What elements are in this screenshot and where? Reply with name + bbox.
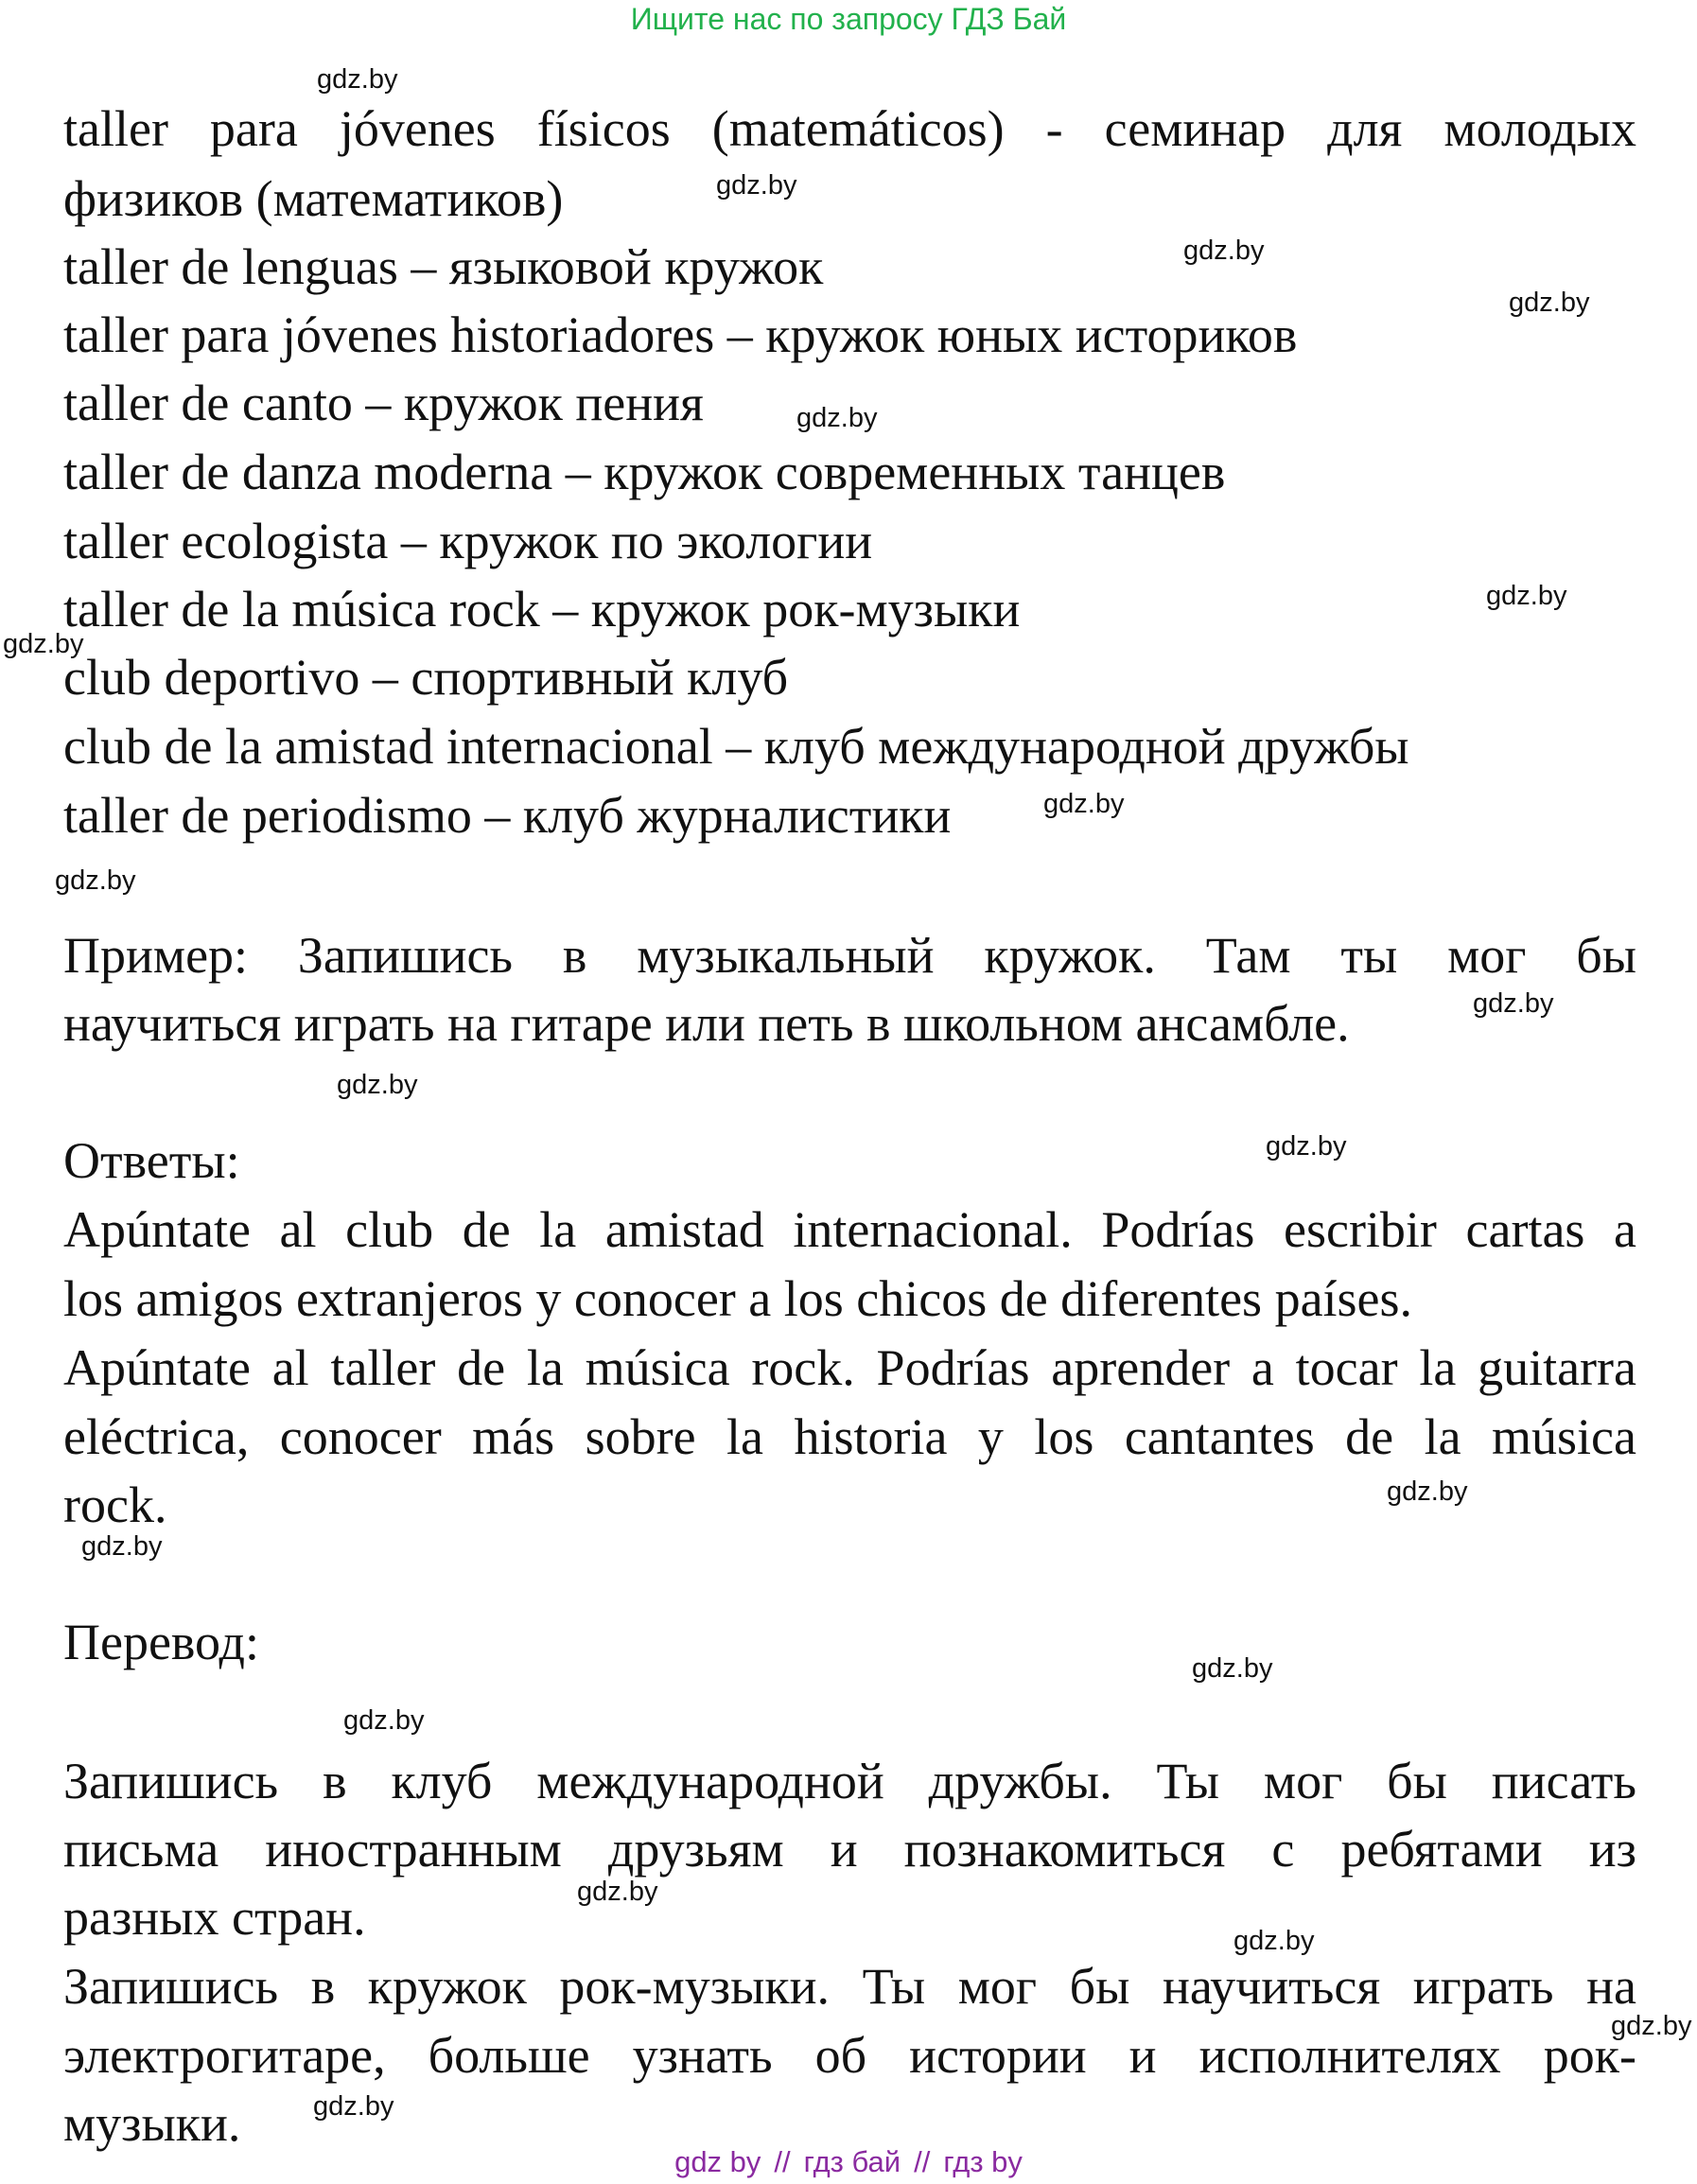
vocab-line: taller ecologista – кружок по экологии bbox=[63, 513, 873, 569]
answer-line: Apúntate al club de la amistad internacional. Podrías escribir cartas a bbox=[63, 1201, 1636, 1258]
watermark: gdz.by bbox=[1486, 581, 1567, 611]
answers-heading: Ответы: bbox=[63, 1132, 240, 1189]
footer-separator: // bbox=[914, 2145, 931, 2178]
translation-line: письма иностранным друзьям и познакомиться с ребятами из bbox=[63, 1821, 1636, 1878]
search-hint-link[interactable]: Ищите нас по запросу ГДЗ Бай bbox=[630, 2, 1067, 36]
watermark: gdz.by bbox=[81, 1531, 163, 1562]
watermark: gdz.by bbox=[1233, 1926, 1315, 1956]
vocab-line: taller de canto – кружок пения bbox=[63, 375, 704, 431]
watermark: gdz.by bbox=[716, 170, 797, 201]
watermark: gdz.by bbox=[1611, 2011, 1692, 2041]
vocab-line: club deportivo – спортивный клуб bbox=[63, 649, 789, 706]
footer-separator: // bbox=[774, 2145, 791, 2178]
watermark: gdz.by bbox=[3, 629, 84, 659]
translation-line: музыки. bbox=[63, 2095, 241, 2152]
vocab-line: taller de danza moderna – кружок современных танцев bbox=[63, 444, 1226, 500]
watermark: gdz.by bbox=[317, 64, 398, 95]
vocab-line: club de la amistad internacional – клуб международной дружбы bbox=[63, 718, 1409, 775]
translation-line: Запишись в клуб международной дружбы. Ты мог бы писать bbox=[63, 1753, 1636, 1809]
watermark: gdz.by bbox=[343, 1705, 425, 1736]
answer-line: rock. bbox=[63, 1476, 167, 1533]
watermark: gdz.by bbox=[1387, 1476, 1468, 1507]
watermark: gdz.by bbox=[577, 1877, 658, 1907]
vocab-line: taller para jóvenes historiadores – кружок юных историков bbox=[63, 306, 1298, 363]
watermark: gdz.by bbox=[313, 2091, 394, 2122]
footer-link-gdz-by-ru[interactable]: гдз by bbox=[943, 2145, 1023, 2178]
watermark: gdz.by bbox=[1509, 288, 1590, 318]
watermark: gdz.by bbox=[796, 403, 878, 433]
footer-link-gdz-by[interactable]: gdz by bbox=[674, 2145, 761, 2178]
vocab-line: taller de la música rock – кружок рок-музыки bbox=[63, 581, 1021, 638]
vocab-line: taller de periodismo – клуб журналистики bbox=[63, 787, 952, 844]
vocab-line: физиков (математиков) bbox=[63, 170, 564, 227]
answer-line: los amigos extranjeros y conocer a los chicos de diferentes países. bbox=[63, 1270, 1413, 1327]
watermark: gdz.by bbox=[1183, 236, 1265, 266]
answer-line: Apúntate al taller de la música rock. Podrías aprender a tocar la guitarra bbox=[63, 1339, 1636, 1396]
watermark: gdz.by bbox=[1473, 988, 1554, 1019]
translation-line: электрогитаре, больше узнать об истории и исполнителях рок- bbox=[63, 2027, 1636, 2084]
watermark: gdz.by bbox=[1192, 1653, 1273, 1684]
watermark: gdz.by bbox=[1266, 1131, 1347, 1162]
footer-links bbox=[0, 2143, 1697, 2181]
translation-line: разных стран. bbox=[63, 1889, 366, 1946]
vocab-line: taller para jóvenes físicos (matemáticos) - семинар для молодых bbox=[63, 100, 1636, 157]
vocab-line: taller de lenguas – языковой кружок bbox=[63, 238, 824, 295]
watermark: gdz.by bbox=[55, 865, 136, 896]
translation-line: Запишись в кружок рок-музыки. Ты мог бы научиться играть на bbox=[63, 1958, 1636, 2015]
watermark: gdz.by bbox=[1043, 789, 1125, 819]
answer-line: eléctrica, conocer más sobre la historia y los cantantes de la música bbox=[63, 1408, 1636, 1465]
translation-heading: Перевод: bbox=[63, 1614, 259, 1670]
example-line: научиться играть на гитаре или петь в школьном ансамбле. bbox=[63, 995, 1350, 1052]
watermark: gdz.by bbox=[337, 1070, 418, 1100]
example-line: Пример: Запишись в музыкальный кружок. Там ты мог бы bbox=[63, 927, 1636, 984]
footer-link-gdz-bai[interactable]: гдз бай bbox=[803, 2145, 901, 2178]
